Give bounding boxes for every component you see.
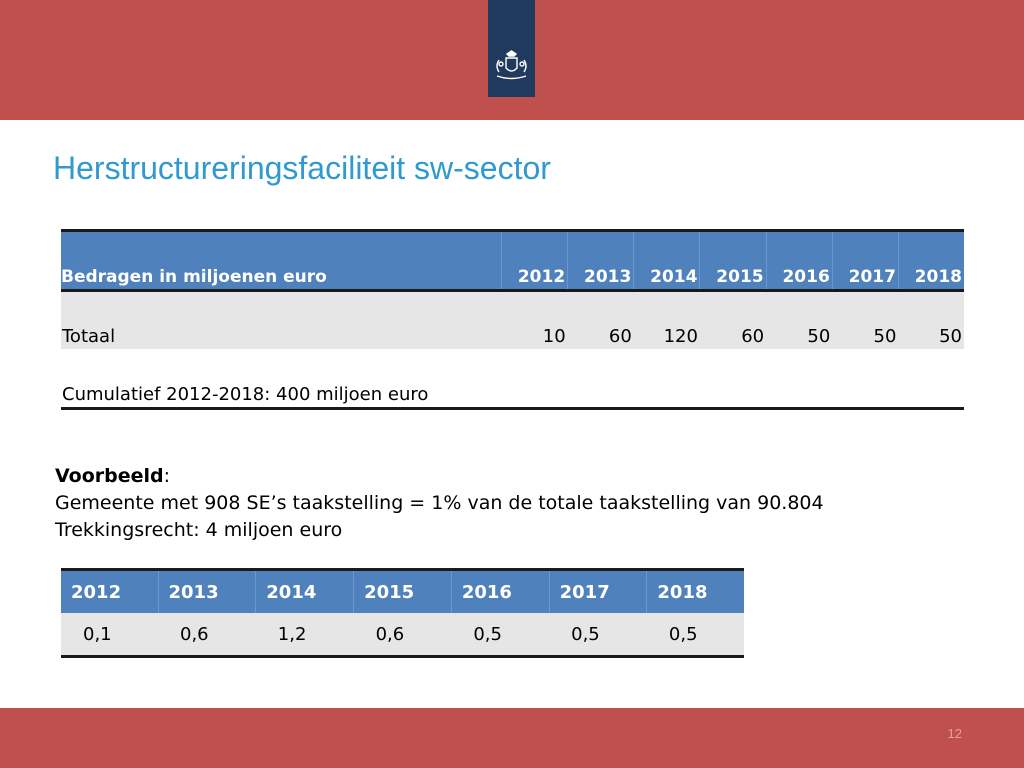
year-header-2015: 2015 xyxy=(354,570,452,614)
coat-of-arms-icon xyxy=(491,50,532,82)
year-header-2014: 2014 xyxy=(634,231,700,291)
year-header-2013: 2013 xyxy=(568,231,634,291)
example-line-2: Trekkingsrecht: 4 miljoen euro xyxy=(55,519,343,541)
year-header-2016: 2016 xyxy=(451,570,549,614)
government-logo xyxy=(488,0,535,97)
value-2012: 10 xyxy=(502,291,568,350)
year-header-2018: 2018 xyxy=(898,231,964,291)
cumulative-row xyxy=(61,349,964,409)
value-2017: 0,5 xyxy=(549,613,647,657)
page-title: Herstructureringsfaciliteit sw-sector xyxy=(53,150,551,186)
value-2016: 0,5 xyxy=(451,613,549,657)
year-header-2013: 2013 xyxy=(158,570,256,614)
example-heading: Voorbeeld xyxy=(55,465,164,487)
year-header-2018: 2018 xyxy=(647,570,744,614)
value-2013: 0,6 xyxy=(158,613,256,657)
year-header-2012: 2012 xyxy=(61,570,158,614)
value-2017: 50 xyxy=(832,291,898,350)
year-header-2012: 2012 xyxy=(502,231,568,291)
budget-table-header xyxy=(61,231,964,291)
drawing-rights-header xyxy=(61,570,744,614)
drawing-rights-table xyxy=(61,568,744,658)
value-2012: 0,1 xyxy=(61,613,158,657)
year-header-2014: 2014 xyxy=(256,570,354,614)
example-block xyxy=(55,463,824,544)
value-2016: 50 xyxy=(766,291,832,350)
value-2018: 50 xyxy=(898,291,964,350)
year-header-2017: 2017 xyxy=(832,231,898,291)
value-2015: 0,6 xyxy=(354,613,452,657)
value-2014: 120 xyxy=(634,291,700,350)
value-2013: 60 xyxy=(568,291,634,350)
footer-band xyxy=(0,708,1024,768)
year-header-2016: 2016 xyxy=(766,231,832,291)
page-number: 12 xyxy=(947,726,962,741)
year-header-2017: 2017 xyxy=(549,570,647,614)
amount-header: Bedragen in miljoenen euro xyxy=(61,231,502,291)
row-label: Totaal xyxy=(61,291,502,350)
value-2015: 60 xyxy=(700,291,766,350)
budget-table xyxy=(61,229,964,410)
example-line-1: Gemeente met 908 SE’s taakstelling = 1% van de totale taakstelling van 90.804 xyxy=(55,492,824,514)
value-2018: 0,5 xyxy=(647,613,744,657)
value-2014: 1,2 xyxy=(256,613,354,657)
cumulative-text: Cumulatief 2012-2018: 400 miljoen euro xyxy=(61,349,964,409)
table-row xyxy=(61,613,744,657)
header-band xyxy=(0,0,1024,120)
year-header-2015: 2015 xyxy=(700,231,766,291)
table-row xyxy=(61,291,964,350)
example-colon: : xyxy=(163,465,171,487)
